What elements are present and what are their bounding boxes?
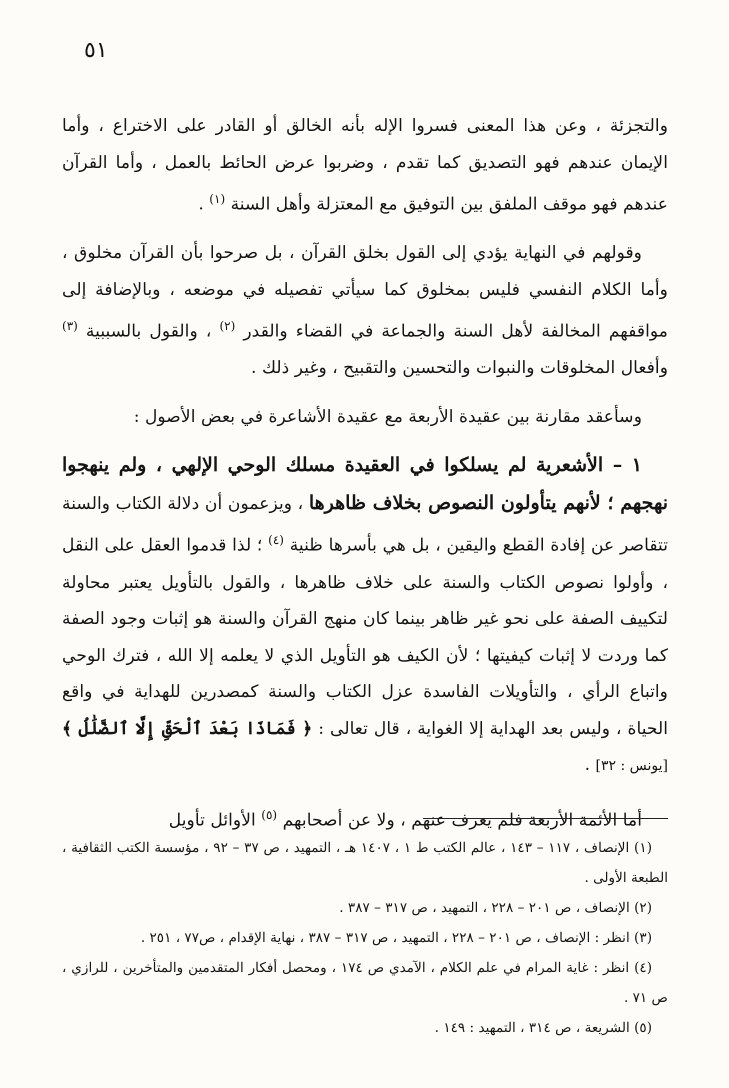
verse-reference: [يونس : ٣٢] — [595, 758, 668, 775]
paragraph-4 — [62, 447, 668, 784]
paragraph-text: وأفعال المخلوقات والنبوات والتحسين والتقبيح ، وغير ذلك . — [251, 358, 668, 379]
footnote-1: (١) الإنصاف ، ١١٧ – ١٤٣ ، عالم الكتب ط ١ ، ١٤٠٧ هـ ، التمهيد ، ص ٣٧ – ٩٢ ، مؤسسة الكتب الثقافية ، الطبعة الأولى . — [62, 840, 668, 886]
footnote-ref-1: (١) — [209, 192, 226, 206]
paragraph-text: ، ويزعمون أن دلالة الكتاب والسنة تتقاصر عن إفادة القطع واليقين ، بل هي بأسرها ظنية — [62, 493, 669, 557]
paragraph-text: ، والقول بالسببية — [85, 321, 220, 342]
footnotes — [62, 833, 668, 1043]
paragraph-text: والتجزئة ، وعن هذا المعنى فسروا الإله بأنه الخالق أو القادر على الاختراع ، وأما الإيمان عندهم فهو التصديق كما تقدم ، وضربوا عرض الحائط بالعمل ، وأما القرآن عندهم فهو موقف الملفق بين التوفيق مع المعتزلة وأهل السنة — [62, 116, 668, 215]
quran-verse: ﴿ فَمَاذَا بَعْدَ ٱلْحَقِّ إِلَّا ٱلضَّلَٰلُ ﴾ — [62, 718, 313, 739]
section-heading: ١ – الأشعرية لم يسلكوا في العقيدة مسلك الوحي الإلهي ، ولم ينهجوا نهجهم ؛ لأنهم يتأولون النصوص بخلاف ظاهرها — [62, 454, 668, 514]
paragraph-text: الأوائل تأويل — [168, 810, 262, 831]
paragraph-2 — [62, 235, 668, 387]
footnote-ref-2: (٢) — [219, 319, 236, 334]
footnote-5: (٥) الشريعة ، ص ٣١٤ ، التمهيد : ١٤٩ . — [434, 1020, 652, 1036]
paragraph-1 — [62, 108, 668, 223]
paragraph-text: وقولهم في النهاية يؤدي إلى القول بخلق القرآن ، بل صرحوا بأن القرآن مخلوق ، وأما الكلام النفسي فليس بمخلوق كما سيأتي تفصيله في موضعه ، وبالإضافة إلى مواقفهم المخالفة لأهل السنة والجماعة في القضاء والقدر — [62, 243, 668, 342]
footnote-ref-3: (٣) — [62, 319, 78, 334]
paragraph-end: . — [198, 194, 210, 215]
paragraph-end: . — [584, 755, 596, 776]
paragraph-text: أما الأئمة الأربعة فلم يعرف عنهم ، ولا عن أصحابهم — [282, 810, 642, 831]
footnote-3: (٣) انظر : الإنصاف ، ص ٢٠١ – ٢٢٨ ، التمهيد ، ص ٣١٧ – ٣٨٧ ، نهاية الإقدام ، ص٧٧ ، ٢٥١ . — [140, 930, 652, 946]
footnote-2: (٢) الإنصاف ، ص ٢٠١ – ٢٢٨ ، التمهيد ، ص ٣١٧ – ٣٨٧ . — [339, 900, 652, 916]
paragraph-3: وسأعقد مقارنة بين عقيدة الأربعة مع عقيدة الأشاعرة في بعض الأصول : — [133, 406, 642, 427]
footnote-ref-5: (٥) — [261, 807, 278, 822]
page-number: ٥١ — [84, 38, 108, 63]
footnote-4: (٤) انظر : غاية المرام في علم الكلام ، الآمدي ص ١٧٤ ، ومحصل أفكار المتقدمين والمتأخرين ، للرازي ، ص ٧١ . — [62, 960, 668, 1006]
footnote-separator — [423, 818, 668, 819]
footnote-ref-4: (٤) — [268, 533, 284, 548]
paragraph-text: ؛ لذا قدموا العقل على النقل ، وأولوا نصوص الكتاب والسنة على خلاف ظاهرها ، والقول بالتأويل يعتبر محاولة لتكييف الصفة على نحو غير ظاهر بينما كان منهج القرآن والسنة هو إثبات وجود الصفة كما وردت لا إثبات كيفيتها ؛ لأن الكيف هو التأويل الذي لا يعلمه إلا الله ، فترك الوحي واتباع الرأي ، والتأويلات الفاسدة عزل الكتاب والسنة كمصدرين للهداية في واقع الحياة ، وليس بعد الهداية إلا الغواية ، قال تعالى : — [62, 536, 668, 739]
body-text — [62, 108, 668, 839]
